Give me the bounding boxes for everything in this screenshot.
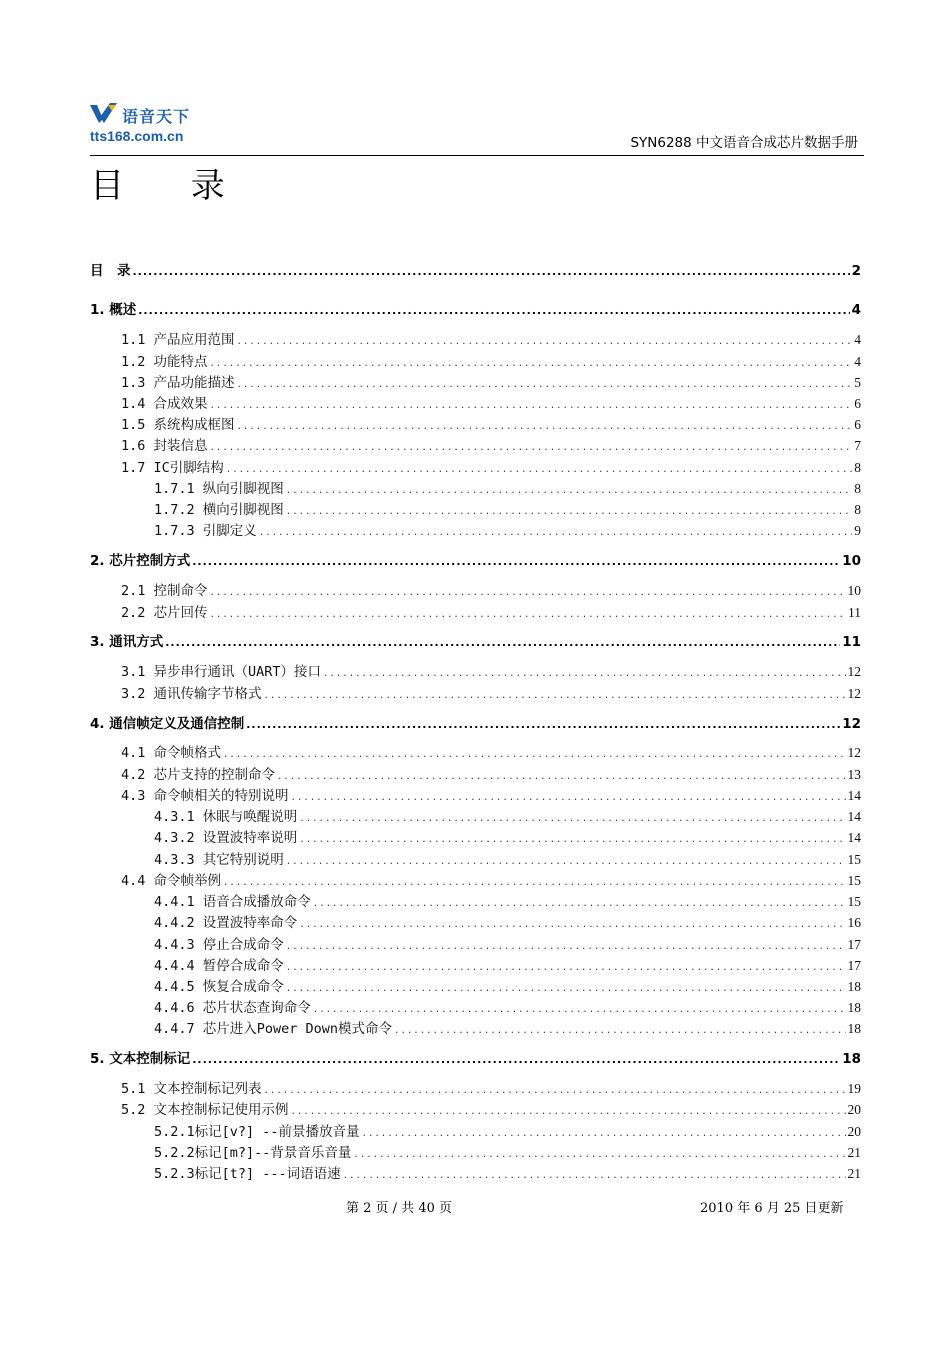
toc-entry-label: 1.3 产品功能描述 <box>121 375 235 391</box>
toc-entry[interactable] <box>121 660 861 680</box>
toc-entry[interactable] <box>121 392 861 412</box>
toc-entry[interactable] <box>90 298 861 318</box>
toc-dot-leader <box>165 636 840 649</box>
toc-entry-label: 1.7.3 引脚定义 <box>154 523 257 539</box>
toc-entry-label: 4.3.3 其它特别说明 <box>154 852 284 868</box>
toc-entry-label: 5. 文本控制标记 <box>90 1051 191 1067</box>
toc-entry-label: 5.1 文本控制标记列表 <box>121 1081 262 1097</box>
toc-entry[interactable] <box>154 1120 861 1140</box>
toc-entry[interactable] <box>121 869 861 889</box>
toc-entry[interactable] <box>154 890 861 910</box>
toc-entry-page-number: 6 <box>854 417 861 432</box>
toc-entry-page-number: 20 <box>847 1124 861 1139</box>
toc-entry-label: 4. 通信帧定义及通信控制 <box>90 716 245 732</box>
toc-entry-page-number: 18 <box>847 1021 861 1036</box>
toc-entry[interactable] <box>154 805 861 825</box>
toc-entry-page-number: 12 <box>847 664 861 679</box>
toc-entry[interactable] <box>154 975 861 995</box>
document-title: SYN6288 中文语音合成芯片数据手册 <box>630 135 858 151</box>
toc-entry-label: 4.4.4 暂停合成命令 <box>154 958 284 974</box>
toc-entry-label: 4.1 命令帧格式 <box>121 745 222 761</box>
footer-page-number: 第 2 页 / 共 40 页 <box>346 1201 452 1216</box>
toc-entry[interactable] <box>154 1162 861 1182</box>
toc-dot-leader <box>299 814 845 824</box>
toc-entry-label: 5.2.2标记[m?]--背景音乐音量 <box>154 1145 352 1161</box>
toc-dot-leader <box>210 401 853 411</box>
toc-dot-leader <box>299 920 845 930</box>
toc-dot-leader <box>291 793 846 803</box>
toc-entry-label: 4.4 命令帧举例 <box>121 873 222 889</box>
toc-entry[interactable] <box>154 933 861 953</box>
toc-entry[interactable] <box>121 682 861 702</box>
toc-entry[interactable] <box>121 784 861 804</box>
toc-entry-label: 4.3.2 设置波特率说明 <box>154 830 298 846</box>
toc-entry-label: 5.2.1标记[v?] --前景播放音量 <box>154 1124 360 1140</box>
toc-entry[interactable] <box>121 350 861 370</box>
toc-entry-label: 5.2 文本控制标记使用示例 <box>121 1102 289 1118</box>
toc-entry[interactable] <box>154 1141 861 1161</box>
toc-entry[interactable] <box>154 911 861 931</box>
toc-dot-leader <box>286 857 846 867</box>
logo-mark-icon <box>90 103 118 125</box>
toc-entry-label: 3. 通讯方式 <box>90 634 164 650</box>
toc-entry-page-number: 8 <box>854 460 861 475</box>
toc-dot-leader <box>286 984 846 994</box>
toc-entry[interactable] <box>121 579 861 599</box>
toc-entry[interactable] <box>154 826 861 846</box>
toc-dot-leader <box>237 380 853 390</box>
toc-entry-label: 1. 概述 <box>90 302 137 318</box>
toc-entry-label: 4.4.6 芯片状态查询命令 <box>154 1000 311 1016</box>
toc-dot-leader <box>291 1107 846 1117</box>
toc-entry-page-number: 8 <box>854 481 861 496</box>
toc-entry-page-number: 6 <box>854 396 861 411</box>
toc-dot-leader <box>133 265 850 278</box>
toc-entry-page-number: 9 <box>854 523 861 538</box>
toc-entry-label: 4.4.2 设置波特率命令 <box>154 915 298 931</box>
toc-entry-page-number: 2 <box>851 263 861 279</box>
toc-entry[interactable] <box>121 601 861 621</box>
toc-entry-page-number: 17 <box>847 937 861 952</box>
toc-entry-label: 4.4.5 恢复合成命令 <box>154 979 284 995</box>
toc-entry[interactable] <box>154 954 861 974</box>
toc-entry-page-number: 19 <box>847 1081 861 1096</box>
toc-entry-label: 4.4.3 停止合成命令 <box>154 937 284 953</box>
toc-entry-page-number: 12 <box>847 745 861 760</box>
toc-entry-label: 2. 芯片控制方式 <box>90 553 191 569</box>
toc-dot-leader <box>353 1150 845 1160</box>
toc-dot-leader <box>286 486 852 496</box>
toc-entry-page-number: 8 <box>854 502 861 517</box>
toc-entry-label: 4.3 命令帧相关的特别说明 <box>121 788 289 804</box>
toc-entry[interactable] <box>121 328 861 348</box>
toc-entry-page-number: 14 <box>847 830 861 845</box>
toc-entry-label: 3.2 通讯传输字节格式 <box>121 686 262 702</box>
toc-dot-leader <box>313 1005 846 1015</box>
toc-entry-page-number: 15 <box>847 873 861 888</box>
toc-dot-leader <box>138 304 849 317</box>
toc-entry-page-number: 18 <box>842 1051 861 1067</box>
toc-entry[interactable] <box>154 1017 861 1037</box>
toc-entry-page-number: 17 <box>847 958 861 973</box>
toc-entry-page-number: 14 <box>847 809 861 824</box>
toc-entry-page-number: 11 <box>848 605 861 620</box>
toc-entry-label: 1.6 封装信息 <box>121 438 208 454</box>
toc-entry[interactable] <box>90 549 861 569</box>
toc-dot-leader <box>286 507 852 517</box>
toc-entry-page-number: 10 <box>847 583 861 598</box>
toc-entry-label: 2.2 芯片回传 <box>121 605 208 621</box>
toc-entry-page-number: 20 <box>847 1102 861 1117</box>
footer-update-date: 2010 年 6 月 25 日更新 <box>700 1201 844 1216</box>
toc-entry-page-number: 16 <box>847 915 861 930</box>
toc-entry-page-number: 15 <box>847 894 861 909</box>
toc-entry[interactable] <box>154 498 861 518</box>
toc-entry[interactable] <box>90 712 861 732</box>
toc-entry[interactable] <box>121 741 861 761</box>
toc-dot-leader <box>362 1129 846 1139</box>
toc-entry[interactable] <box>90 1047 861 1067</box>
toc-entry[interactable] <box>90 630 861 650</box>
toc-entry-page-number: 21 <box>847 1145 861 1160</box>
toc-dot-leader <box>192 555 840 568</box>
toc-entry-page-number: 18 <box>847 979 861 994</box>
logo-url: tts168.com.cn <box>90 128 184 144</box>
toc-entry-page-number: 7 <box>854 438 861 453</box>
toc-entry-label: 1.4 合成效果 <box>121 396 208 412</box>
toc-dot-leader <box>246 718 840 731</box>
toc-dot-leader <box>277 772 845 782</box>
toc-entry-label: 4.4.7 芯片进入Power Down模式命令 <box>154 1021 393 1037</box>
toc-dot-leader <box>210 588 846 598</box>
toc-entry[interactable] <box>154 519 861 539</box>
toc-entry-page-number: 5 <box>854 375 861 390</box>
toc-dot-leader <box>226 465 852 475</box>
toc-entry-label: 1.1 产品应用范围 <box>121 332 235 348</box>
toc-entry[interactable] <box>121 763 861 783</box>
toc-entry-label: 1.2 功能特点 <box>121 354 208 370</box>
toc-entry[interactable] <box>121 456 861 476</box>
toc-dot-leader <box>323 669 845 679</box>
toc-entry-label: 1.7.2 横向引脚视图 <box>154 502 284 518</box>
toc-entry-page-number: 13 <box>847 767 861 782</box>
toc-entry-label: 3.1 异步串行通讯（UART）接口 <box>121 664 322 680</box>
toc-dot-leader <box>299 835 845 845</box>
toc-entry-page-number: 15 <box>847 852 861 867</box>
toc-entry-page-number: 4 <box>854 354 861 369</box>
toc-entry[interactable] <box>90 259 861 279</box>
toc-dot-leader <box>259 528 852 538</box>
toc-entry-label: 2.1 控制命令 <box>121 583 208 599</box>
toc-entry-label: 4.2 芯片支持的控制命令 <box>121 767 276 783</box>
toc-entry[interactable] <box>121 434 861 454</box>
toc-entry[interactable] <box>121 1077 861 1097</box>
toc-entry-page-number: 11 <box>842 634 861 650</box>
toc-dot-leader <box>313 899 846 909</box>
toc-entry[interactable] <box>121 413 861 433</box>
toc-dot-leader <box>223 878 845 888</box>
toc-entry-page-number: 14 <box>847 788 861 803</box>
toc-entry[interactable] <box>121 371 861 391</box>
header-divider <box>90 155 864 156</box>
toc-dot-leader <box>210 610 846 620</box>
toc-entry-page-number: 10 <box>842 553 861 569</box>
toc-entry-page-number: 4 <box>851 302 861 318</box>
toc-entry-label: 5.2.3标记[t?] ---词语语速 <box>154 1166 341 1182</box>
toc-entry-page-number: 12 <box>842 716 861 732</box>
toc-dot-leader <box>223 750 845 760</box>
company-logo <box>90 103 220 147</box>
toc-dot-leader <box>286 963 846 973</box>
toc-dot-leader <box>237 422 853 432</box>
page-title: 目 录 <box>90 166 253 206</box>
toc-entry-page-number: 4 <box>854 332 861 347</box>
toc-dot-leader <box>237 337 853 347</box>
toc-entry[interactable] <box>154 477 861 497</box>
toc-entry-label: 4.3.1 休眠与唤醒说明 <box>154 809 298 825</box>
toc-dot-leader <box>210 443 853 453</box>
toc-entry[interactable] <box>154 848 861 868</box>
toc-dot-leader <box>210 359 853 369</box>
toc-entry-page-number: 21 <box>847 1166 861 1181</box>
toc-dot-leader <box>192 1053 840 1066</box>
toc-entry[interactable] <box>154 996 861 1016</box>
toc-entry-page-number: 18 <box>847 1000 861 1015</box>
toc-entry-page-number: 12 <box>847 686 861 701</box>
toc-dot-leader <box>264 1086 846 1096</box>
toc-entry-label: 1.7 IC引脚结构 <box>121 460 224 476</box>
toc-entry-label: 目 录 <box>90 263 131 279</box>
toc-entry-label: 1.7.1 纵向引脚视图 <box>154 481 284 497</box>
toc-dot-leader <box>286 942 846 952</box>
toc-entry-label: 1.5 系统构成框图 <box>121 417 235 433</box>
toc-dot-leader <box>264 691 846 701</box>
toc-entry[interactable] <box>121 1098 861 1118</box>
toc-dot-leader <box>394 1026 845 1036</box>
toc-dot-leader <box>343 1171 846 1181</box>
logo-chinese-name: 语音天下 <box>122 107 191 126</box>
toc-entry-label: 4.4.1 语音合成播放命令 <box>154 894 311 910</box>
